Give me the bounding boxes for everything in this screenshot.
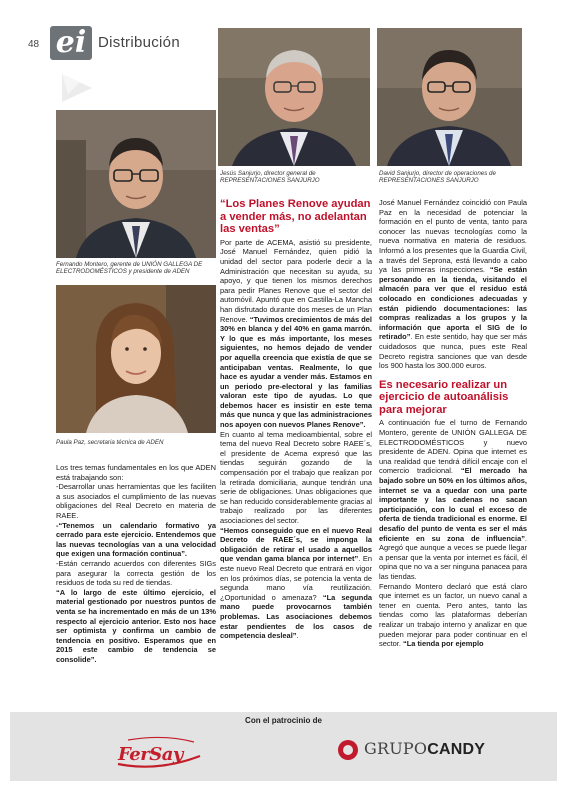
col1-paragraph: Los tres temas fundamentales en los que ADEN está trabajando son: — [56, 463, 216, 482]
caption-jesus: Jesús Sanjurjo, director general de REPRESENTACIONES SANJURJO — [220, 170, 320, 185]
magazine-logo: ei — [50, 26, 92, 60]
col1-paragraph — [56, 521, 216, 559]
col2-paragraph: “Hemos conseguido que en el nuevo Real Decreto de RAEE´s, se imponga la obligación de retirar el usado a aquellos que vendan gama blanca por internet”. En este nuevo Real Decreto que entrará en vigor en los próximos días, se potencia la venta de segunda mano vía reutilización. ¿Oportunidad o amenaza? “La segunda mano puede provocarnos también problemas. Las asociaciones debemos estar pendientes de los casos de competencia desleal”. — [220, 525, 373, 641]
col3-paragraph: Fernando Montero declaró que está claro que internet es un factor, un nuevo canal a tener en cuenta. Pero antes, tanto las tiendas como las plataformas deberían realizar un trabajo interno y analizar en que pueden mejorar para poder continuar en el sector. “La tienda por ejemplo — [379, 581, 527, 649]
col1-quote: -“Tenemos un calendario formativo ya cerrado para este ejercicio. Entendemos que las nuevas tecnologías van a una velocidad que exigen una formación continua”. — [56, 520, 216, 559]
col3-paragraph: José Manuel Fernández coincidió con Paula Paz en la necesidad de potenciar la formación en el punto de venta, tanto para conocer las nuevas tecnologías como la nueva normativa en materia de residuos. Informó a los presentes que la Guardia Civil, a través del Seprona, está llevando a cabo ya las primeras inspecciones. “Se están personando en la tienda, visitando el almacén para ver que el residuo está colocado en condiciones adecuadas y están pidiendo documentaciones: las compras realizadas a los grupos y la información que aporta el SIG de lo retirado”. En este sentido, hay que ser más cuidadosos que nunca, pues este Real Decreto registra sanciones que van desde los 900 hasta los 300.000 euros. — [379, 198, 527, 371]
candy-wordmark: GRUPOCANDY — [364, 739, 486, 758]
photo-jesus-sanjurjo — [218, 28, 370, 166]
section-title: Distribución — [98, 34, 180, 51]
caption-david: David Sanjurjo, director de operaciones de REPRESENTACIONES SANJURJO — [379, 170, 496, 185]
article-subheading: “Los Planes Renove ayudan a vender más, no adelantan las ventas” — [220, 198, 371, 236]
decorative-arrow-icon — [58, 68, 98, 108]
col1-paragraph — [56, 588, 216, 665]
col3-paragraph: A continuación fue el turno de Fernando Montero, gerente de UNIÓN GALLEGA DE ELECTRODOMÉSTICOS y nuevo presidente de ADEN. Opina que internet es una realidad que tendrá difícil encaje con el comercio tradicional. “El mercado ha bajado sobre un 50% en los últimos años, internet se va a quedar con una parte importante y las cadenas no sacan participación, con lo cual el exceso de oferta de tienda tradicional es enorme. El desafío del punto de venta es ser el más eficiente en su zona de influencia”. Agregó que aunque a veces se puede llegar a pensar que la venta por internet es fácil, él opina que no va a ser ninguna panacea para las tiendas. — [379, 418, 527, 581]
fersay-logo — [114, 734, 204, 770]
caption-fernando: Fernando Montero, gerente de UNIÓN GALLEGA DE ELECTRODOMÉSTICOS y presidente de ADEN — [56, 261, 203, 276]
column-1 — [56, 463, 216, 664]
col1-paragraph: -Están cerrando acuerdos con diferentes SIGs para asegurar la correcta gestión de los residuos de toda su red de tiendas. — [56, 558, 216, 588]
article-subheading: Es necesario realizar un ejercicio de autoanálisis para mejorar — [379, 378, 509, 416]
col2-paragraph: Por parte de ACEMA, asistió su presidente, José Manuel Fernández, quien pidió la unidad del sector para poderle decir a la Administración que necesitan su ayuda, su apoyo, y que tienen los mismos derechos para pedir Planes Renove que el sector del automóvil. Apuntó que en Castilla-La Mancha han disfrutado durante dos meses de un Plan Renove. “Tuvimos crecimientos de más del 30% en blanca y del 40% en gama marrón. Y lo que es más importante, los meses siguientes, no hemos dejado de vender por aquella creencia que existía de que se anticipaban ventas. Realmente, lo que hace es ayudar a vender más. Estamos en un periodo pre-electoral y las familias valoran este tipo de ayudas. Lo que debemos hacer es insistir en este tema más que nunca y que las administraciones nos apoyen con nuevos Planes Renove”. — [220, 237, 372, 430]
magazine-page — [10, 0, 557, 781]
photo-david-sanjurjo — [377, 28, 522, 166]
page-number: 48 — [28, 39, 40, 50]
sponsor-footer — [10, 712, 557, 781]
caption-paula: Paula Paz, secretaria técnica de ADEN — [56, 439, 164, 446]
column-3 — [379, 198, 527, 649]
column-2 — [220, 198, 372, 641]
sponsor-label: Con el patrocinio de — [245, 716, 322, 725]
page-header — [28, 25, 218, 60]
col2-quote: “Tuvimos crecimientos de más del 30% en blanca y del 40% en gama marrón. Y lo que es más importante, los meses siguientes, no hemos dejado de vender por aquella creencia que existía de que se anticipaban ventas. Realmente, lo que hace es ayudar a vender más. Estamos en un periodo pre-electoral y las familias valoran este tipo de ayudas. Lo que debemos hacer es insistir en este tema más que nunca y que las administraciones nos apoyen con nuevos Planes Renove”. — [220, 314, 372, 430]
candy-circle-icon — [338, 740, 358, 760]
col1-paragraph: -Desarrollar unas herramientas que les faciliten a sus asociados el cumplimiento de las nuevas obligaciones del Real Decreto en materia de RAEE. — [56, 482, 216, 520]
fersay-wordmark: FerSay — [118, 744, 183, 765]
col1-quote: “A lo largo de este último ejercicio, el material gestionado por nuestros puntos de venta se ha incrementado en más de un 13% respecto al ejercicio anterior. Esto nos hace ser optimista y confirma un cambio de tendencia en positivo. Esperamos que en 2015 este cambio de tendencia se consolide”. — [56, 587, 216, 664]
photo-fernando-montero — [56, 110, 216, 258]
col2-paragraph: En cuanto al tema medioambiental, sobre el tema del nuevo Real Decreto sobre RAEE´s, el presidente de Acema expresó que las tiendas seguirán gozando de la compensación por el trabajo que realizan por la retirada domiciliaria, aunque tendrán una serie de obligaciones. Unas obligaciones que se han reducido considerablemente gracias al trabajo realizado por las diferentes asociaciones del sector. — [220, 429, 372, 525]
photo-paula-paz — [56, 285, 216, 433]
